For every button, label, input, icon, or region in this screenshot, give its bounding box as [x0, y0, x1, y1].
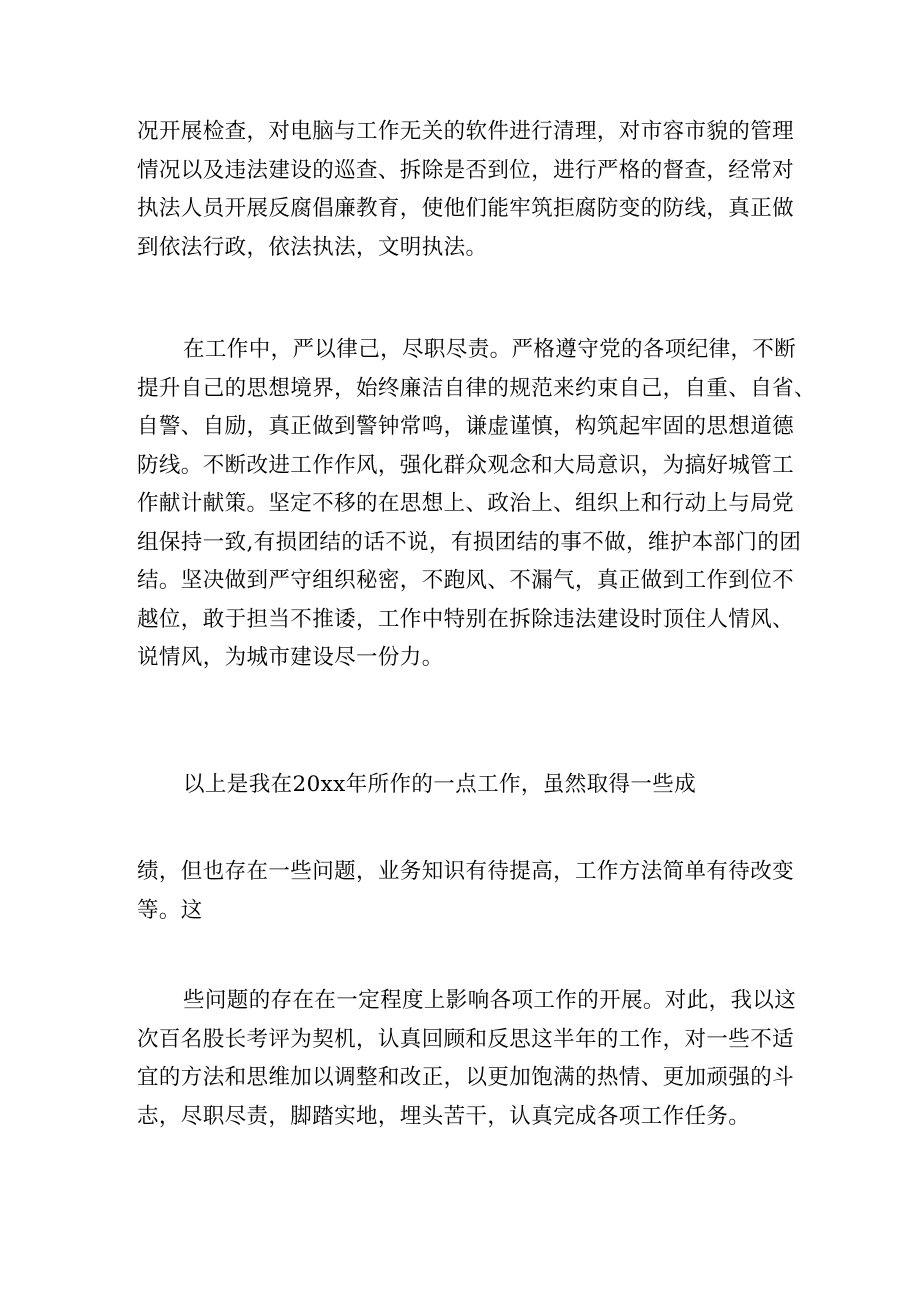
- text-line: 越位，敢于担当不推诿，工作中特别在拆除违法建设时顶住人情风、: [137, 606, 795, 632]
- text-line: 宜的方法和思维加以调整和改正，以更加饱满的热情、更加顽强的斗: [137, 1065, 795, 1090]
- paragraph-4: [137, 853, 797, 930]
- text-line: 志，尽职尽责，脚踏实地，埋头苦干，认真完成各项工作任务。: [137, 1103, 751, 1129]
- text-line: 等。这: [137, 897, 203, 923]
- paragraph-3: [137, 766, 797, 805]
- text-line: 说情风，为城市建设尽一份力。: [137, 645, 444, 670]
- text-line: 组保持一致,有损团结的话不说，有损团结的事不做，维护本部门的团: [137, 529, 802, 555]
- text-line: 自警、自励，真正做到警钟常鸣，谦虚谨慎，构筑起牢固的思想道德: [137, 414, 795, 439]
- paragraph-5: [137, 982, 797, 1136]
- paragraph-1: [137, 113, 797, 267]
- text-line: 在工作中，严以律己，尽职尽责。严格遵守党的各项纪律，不断: [183, 337, 797, 362]
- text-line: 况开展检查，对电脑与工作无关的软件进行清理，对市容市貌的管理: [137, 119, 795, 144]
- text-line: 提升自己的思想境界，始终廉洁自律的规范来约束自己，自重、自省、: [137, 375, 816, 401]
- text-line: 次百名股长考评为契机，认真回顾和反思这半年的工作，对一些不适: [137, 1026, 795, 1052]
- text-line: 结。坚决做到严守组织秘密，不跑风、不漏气，真正做到工作到位不: [137, 568, 795, 593]
- text-line: 到依法行政，依法执法，文明执法。: [137, 234, 488, 260]
- text-line: 作献计献策。坚定不移的在思想上、政治上、组织上和行动上与局党: [137, 491, 795, 516]
- paragraph-2: [137, 331, 816, 678]
- text-line: 防线。不断改进工作作风，强化群众观念和大局意识，为搞好城管工: [137, 452, 795, 478]
- text-line: 以上是我在20xx年所作的一点工作，虽然取得一些成: [183, 772, 697, 797]
- text-line: 绩，但也存在一些问题，业务知识有待提高，工作方法简单有待改变: [137, 859, 795, 884]
- text-line: 执法人员开展反腐倡廉教育，使他们能牢筑拒腐防变的防线，真正做: [137, 196, 795, 221]
- text-line: 些问题的存在在一定程度上影响各项工作的开展。对此，我以这: [183, 988, 797, 1013]
- text-line: 情况以及违法建设的巡查、拆除是否到位，进行严格的督查，经常对: [137, 157, 795, 183]
